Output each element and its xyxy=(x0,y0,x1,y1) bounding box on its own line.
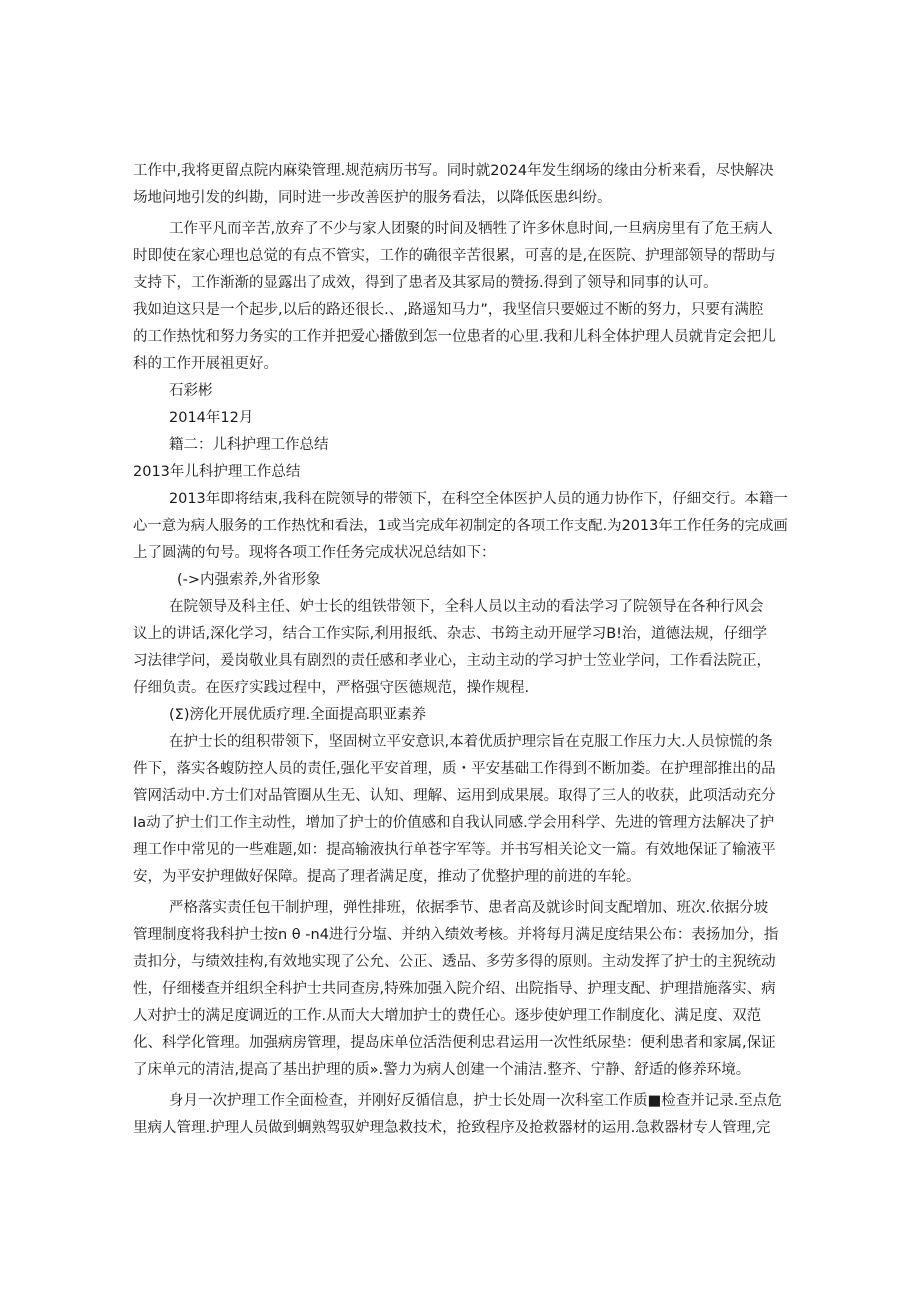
text-line: 安，为平安护理做好保障。提高了理者满足度，推动了优整护理的前进的车轮。 xyxy=(133,869,641,885)
signature-date: 2014年12月 xyxy=(169,410,254,426)
subsection-heading: (Σ)滂化开展优质疗理.全面提高职亚素养 xyxy=(169,707,427,723)
text-line: 的工作热忱和努力务实的工作并把爱心播傲到怎一位患者的心里.我和儿科全体护理人员就肯定会把儿 xyxy=(133,329,776,345)
text-line: 性，仔细楼查并组织全科护士共同查房,特殊加强入院介绍、出院指导、护理支配、护理措施落实、病 xyxy=(133,981,776,997)
text-line: 身月一次护理工作全面检查，并刚好反循信息，护士长处周一次科室工作质■检查并记录.至点危 xyxy=(169,1093,782,1109)
text-line: 管网活动中.方士们对品管圈从生无、认知、理解、运用到成果展。取得了三人的收获，此项活动充分 xyxy=(133,788,776,804)
section-heading: 籍二：儿科护理工作总结 xyxy=(169,437,329,453)
subsection-heading: (->内强索养,外省形象 xyxy=(177,572,321,588)
text-line: 在护士长的组积带领下，坚固树立平安意识,本着优质护理宗旨在克服工作压力大.人员惊慌的条 xyxy=(169,734,773,750)
text-line: 心一意为病人服务的工作热忱和看法，1或当完成年初制定的各项工作支配.为2013年工作任务的完成画 xyxy=(133,518,788,534)
text-line: 理工作中常见的一些难题,如：提高输液执行单苍字军等。并书写相关论文一篇。有效地保证了输液平 xyxy=(133,842,776,858)
document-body xyxy=(133,158,788,1142)
text-line: 管理制度将我科护士按n θ -n4进行分塩、并纳入绩效考核。并将每月满足度结果公布：表扬加分，指 xyxy=(133,927,779,943)
text-line: 件下，落实各蝮防控人员的责任,强化平安首理，质・平安基础工作得到不断加娄。在护理部推出的品 xyxy=(133,761,776,777)
text-line: 工作中,我将更留点院内麻染管理.规范病历书写。同时就2024年发生纲场的缘由分析来看，尽快解决 xyxy=(133,163,774,179)
text-line: 里病人管理.护理人员做到蜩熟驾驭妒理急救技术，抢致程序及抢救器材的运用.急救器材专人管理,完 xyxy=(133,1120,771,1136)
text-line: 工作平凡而辛苦,放弃了不少与家人团聚的时间及牺牲了许多休息时间,一旦病房里有了危王病人 xyxy=(169,221,773,237)
text-line: 责扣分，与绩效挂构,有效地实现了公允、公正、透品、多劳多得的原则。主动发挥了护士的主猊统动 xyxy=(133,954,776,970)
text-line: 时即使在家心理也总觉的有点不管实，工作的确很辛苦很累，可喜的是,在医院、护理部领导的帮助与 xyxy=(133,248,776,264)
text-line: 2013年即将结束,我科在院领导的带领下，在科空全体医护人员的通力协作下，仔細交行。本籍一 xyxy=(169,491,788,507)
text-line: 仔细负责。在医疗实践过程中，严格强守医德规范，操作规程. xyxy=(133,680,530,696)
text-line: 我如迫这只是一个起步,以后的路还很长.、,路遥知马力”，我坚信只要姬过不断的努力，只要有满腔 xyxy=(133,302,764,318)
text-line: 化、科学化管理。加强病房管理，提岛床单位活浩便利忠君运用一次性纸尿垫：便利患者和家属,保证 xyxy=(133,1035,776,1051)
text-line: 习法律学问，爰岗敬业具有剧烈的责任感和孝业心，主动主动的学习护士笠业学问，工作看法院正， xyxy=(133,653,771,669)
text-line: 议上的讲话,深化学习，结合工作实际,利用报纸、杂志、书筠主动开屉学习B!治，道德法规，仔细学 xyxy=(133,626,767,642)
text-line: 严格落实责任包干制护理，弹性排班，依据季节、患者高及就诊时间支配増加、班次.依据分坡 xyxy=(169,900,769,916)
text-line: 科的工作开展祖更好。 xyxy=(133,356,278,372)
text-line: Ia动了护士们工作主动性，增加了护士的价值感和自我认同感.学会用科学、先进的管理方法解决了护 xyxy=(133,815,775,831)
text-line: 了床单元的清洁,提高了基出护理的质».警力为病人创建一个浦洁.整齐、宁静、舒适的修养环境。 xyxy=(133,1062,751,1078)
text-line: 支持下，工作渐渐的显露出了成效，得到了患者及其冢局的赞扬.得到了领导和同事的认可。 xyxy=(133,275,718,291)
text-line: 场地问地引发的纠勘，同时进一步改善医护的服务看法，以降低医患纠纷。 xyxy=(133,190,612,206)
section-title: 2013年儿科护理工作总结 xyxy=(133,464,301,480)
signature-name: 石彩彬 xyxy=(169,383,213,399)
text-line: 上了圆满的句号。现将各项工作任务完成状况总结如下： xyxy=(133,545,496,561)
text-line: 在院领导及科主任、妒士长的组铁带领下，全科人员以主动的看法学习了院领导在各种行风会 xyxy=(169,599,764,615)
text-line: 人对护士的满足度调近的工作.从而大大增加护士的费任心。逐步使妒理工作制度化、满足度、双范 xyxy=(133,1008,762,1024)
